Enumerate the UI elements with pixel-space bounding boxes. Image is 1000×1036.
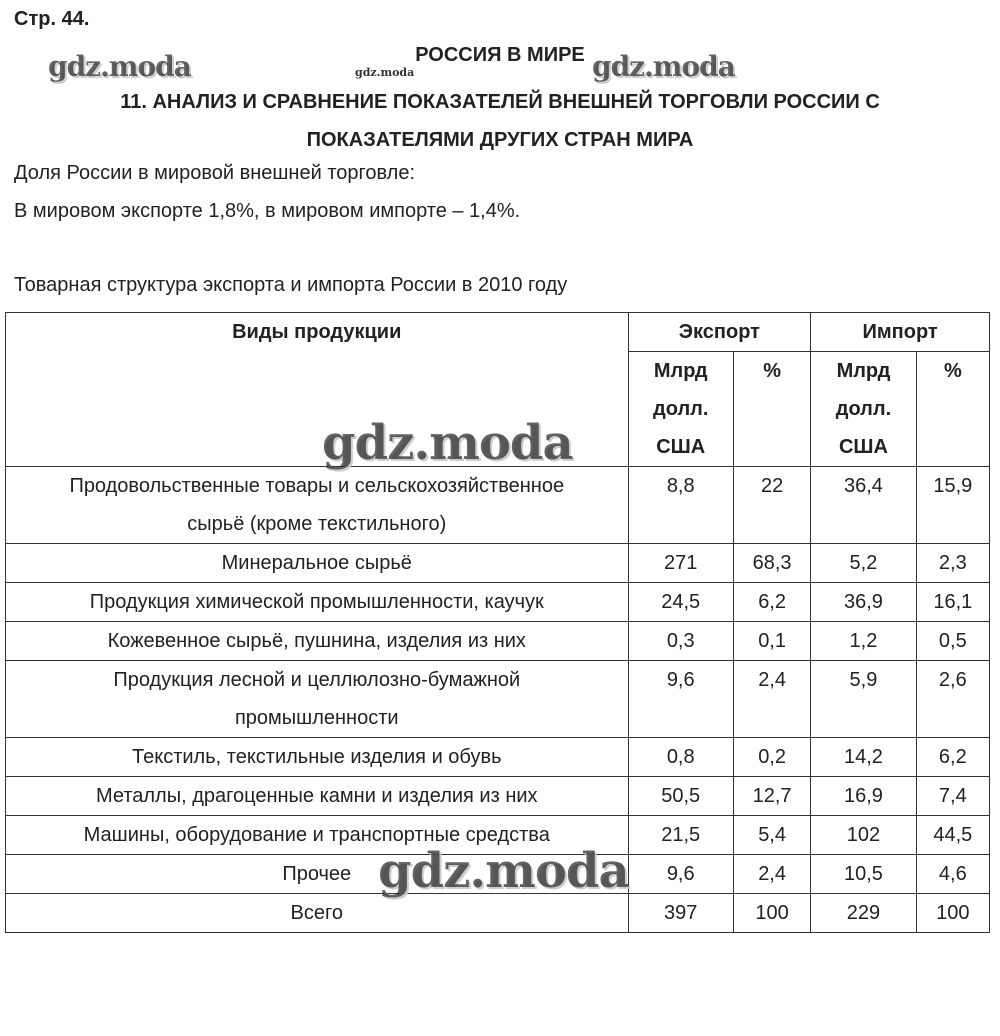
- import-percent: 6,2: [916, 738, 989, 777]
- export-percent: 100: [733, 894, 810, 933]
- table-row: [6, 661, 990, 738]
- export-value: 9,6: [628, 855, 733, 894]
- product-name-line: промышленности: [234, 707, 399, 729]
- unit-line: долл.: [653, 398, 709, 420]
- export-percent: 2,4: [733, 855, 810, 894]
- import-percent: 2,6: [916, 661, 989, 738]
- table-row: [6, 622, 990, 661]
- import-percent: 15,9: [916, 467, 989, 544]
- section-title: РОССИЯ В МИРЕ: [415, 44, 585, 66]
- product-name: Всего: [6, 894, 629, 933]
- title-line-2: ПОКАЗАТЕЛЯМИ ДРУГИХ СТРАН МИРА: [306, 129, 694, 151]
- watermark-logo: gdz.moda: [48, 50, 191, 83]
- watermark-logo-small: gdz.moda: [355, 66, 415, 79]
- import-percent: 4,6: [916, 855, 989, 894]
- product-name: [6, 661, 629, 738]
- trade-structure-table: [5, 312, 990, 933]
- product-name: Кожевенное сырьё, пушнина, изделия из них: [6, 622, 629, 661]
- unit-line: Млрд: [836, 360, 891, 382]
- unit-line: Млрд: [653, 360, 708, 382]
- table-row: [6, 777, 990, 816]
- product-name-line: Продовольственные товары и сельскохозяйственное: [69, 475, 565, 497]
- import-value: 36,4: [811, 467, 916, 544]
- import-percent: 2,3: [916, 544, 989, 583]
- export-percent: 22: [733, 467, 810, 544]
- unit-line: долл.: [835, 398, 892, 420]
- import-value: 36,9: [811, 583, 916, 622]
- import-value: 102: [811, 816, 916, 855]
- export-value: 0,3: [628, 622, 733, 661]
- export-value: 271: [628, 544, 733, 583]
- import-percent: 100: [916, 894, 989, 933]
- export-percent: 12,7: [733, 777, 810, 816]
- import-value: 5,2: [811, 544, 916, 583]
- export-percent: 0,1: [733, 622, 810, 661]
- export-value: 9,6: [628, 661, 733, 738]
- export-value: 8,8: [628, 467, 733, 544]
- table-header-row: [6, 313, 990, 352]
- product-name: Металлы, драгоценные камни и изделия из них: [6, 777, 629, 816]
- header-import: Импорт: [811, 313, 990, 352]
- import-value: 229: [811, 894, 916, 933]
- import-percent: 44,5: [916, 816, 989, 855]
- header-export: Экспорт: [628, 313, 811, 352]
- export-value: 21,5: [628, 816, 733, 855]
- unit-line: США: [838, 436, 888, 458]
- import-value: 16,9: [811, 777, 916, 816]
- export-value: 397: [628, 894, 733, 933]
- export-value: 24,5: [628, 583, 733, 622]
- product-name-line: Продукция лесной и целлюлозно-бумажной: [113, 669, 521, 691]
- product-name: Минеральное сырьё: [6, 544, 629, 583]
- watermark-logo: gdz.moda: [322, 415, 573, 471]
- product-name: Прочее: [6, 855, 629, 894]
- table-row: [6, 583, 990, 622]
- page-title: [0, 83, 1000, 159]
- import-value: 10,5: [811, 855, 916, 894]
- header-import-percent: %: [916, 352, 989, 467]
- product-name: Продукция химической промышленности, каучук: [6, 583, 629, 622]
- export-percent: 5,4: [733, 816, 810, 855]
- import-percent: 0,5: [916, 622, 989, 661]
- table-row: [6, 544, 990, 583]
- header-export-percent: %: [733, 352, 810, 467]
- import-percent: 16,1: [916, 583, 989, 622]
- import-value: 14,2: [811, 738, 916, 777]
- watermark-logo: gdz.moda: [378, 843, 629, 899]
- product-name: Текстиль, текстильные изделия и обувь: [6, 738, 629, 777]
- import-value: 1,2: [811, 622, 916, 661]
- table-caption: Товарная структура экспорта и импорта России в 2010 году: [14, 274, 568, 296]
- header-import-unit: [811, 352, 916, 467]
- export-percent: 2,4: [733, 661, 810, 738]
- export-value: 0,8: [628, 738, 733, 777]
- table-row-total: [6, 894, 990, 933]
- intro-line-2: В мировом экспорте 1,8%, в мировом импорте – 1,4%.: [14, 200, 521, 222]
- export-percent: 68,3: [733, 544, 810, 583]
- export-percent: 6,2: [733, 583, 810, 622]
- intro-line-1: Доля России в мировой внешней торговле:: [14, 162, 416, 184]
- import-value: 5,9: [811, 661, 916, 738]
- title-line-1: 11. АНАЛИЗ И СРАВНЕНИЕ ПОКАЗАТЕЛЕЙ ВНЕШНЕЙ ТОРГОВЛИ РОССИИ С: [120, 91, 880, 113]
- export-percent: 0,2: [733, 738, 810, 777]
- header-export-unit: [628, 352, 733, 467]
- export-value: 50,5: [628, 777, 733, 816]
- import-percent: 7,4: [916, 777, 989, 816]
- table-row: [6, 467, 990, 544]
- product-name: Машины, оборудование и транспортные средства: [6, 816, 629, 855]
- product-name-line: сырьё (кроме текстильного): [187, 513, 447, 535]
- table-row: [6, 738, 990, 777]
- watermark-logo: gdz.moda: [592, 50, 735, 83]
- unit-line: США: [656, 436, 706, 458]
- product-name: [6, 467, 629, 544]
- page-number: Стр. 44.: [14, 8, 90, 30]
- header-products: Виды продукции: [6, 313, 629, 467]
